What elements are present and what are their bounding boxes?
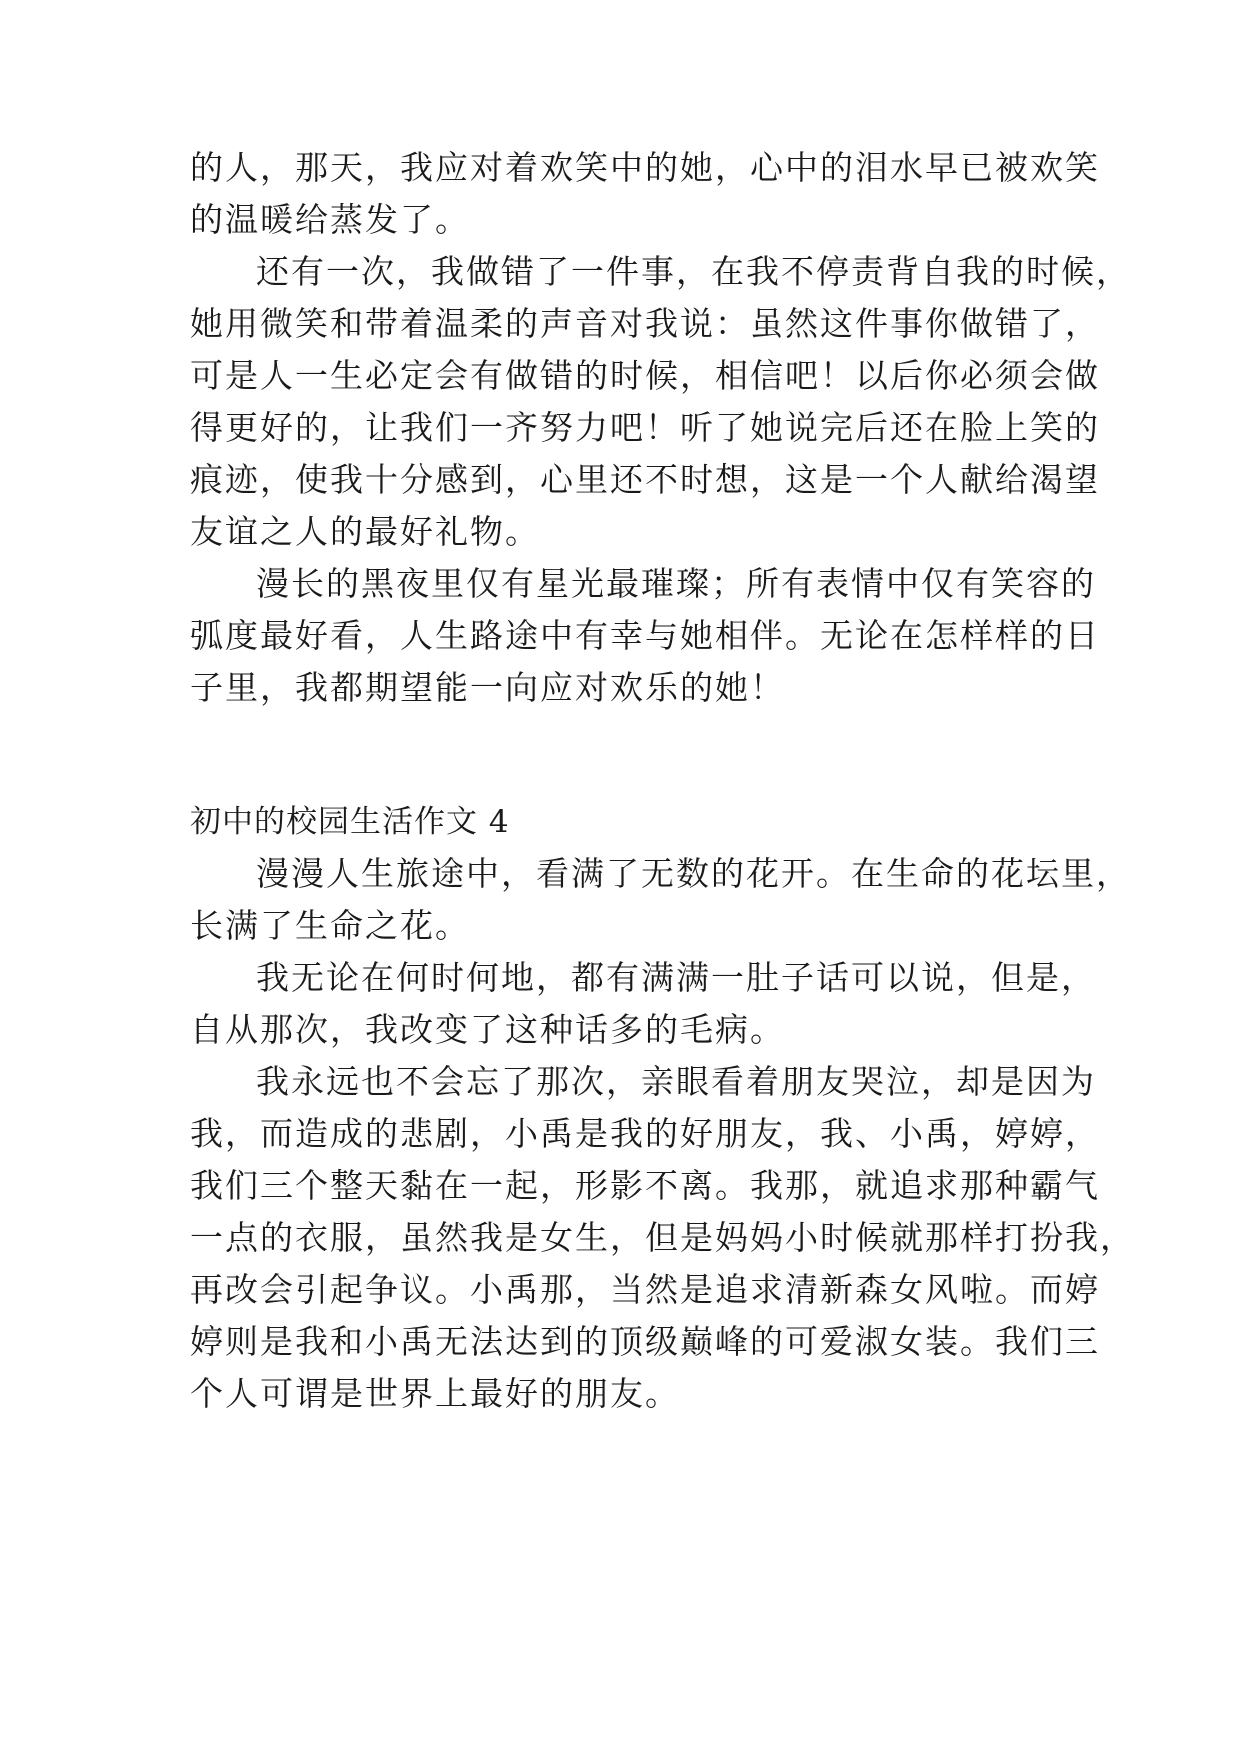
paragraph-line: 可是人一生必定会有做错的时候，相信吧！以后你必须会做 — [190, 356, 1100, 395]
paragraph-line: 她用微笑和带着温柔的声音对我说：虽然这件事你做错了， — [190, 304, 1100, 343]
paragraph-line: 漫漫人生旅途中，看满了无数的花开。在生命的花坛里， — [256, 854, 1131, 893]
paragraph-line: 我们三个整天黏在一起，形影不离。我那，就追求那种霸气 — [190, 1166, 1100, 1205]
paragraph-line: 还有一次，我做错了一件事，在我不停责背自我的时候， — [256, 252, 1131, 291]
paragraph-line: 我，而造成的悲剧，小禹是我的好朋友，我、小禹，婷婷， — [190, 1114, 1100, 1153]
paragraph-line: 漫长的黑夜里仅有星光最璀璨；所有表情中仅有笑容的 — [256, 564, 1096, 603]
paragraph-line: 得更好的，让我们一齐努力吧！听了她说完后还在脸上笑的 — [190, 408, 1100, 447]
paragraph-line: 友谊之人的最好礼物。 — [190, 512, 540, 551]
paragraph-line: 再改会引起争议。小禹那，当然是追求清新森女风啦。而婷 — [190, 1270, 1100, 1309]
paragraph-line: 的温暖给蒸发了。 — [190, 200, 470, 239]
paragraph-line: 的人，那天，我应对着欢笑中的她，心中的泪水早已被欢笑 — [190, 148, 1100, 187]
paragraph-line: 个人可谓是世界上最好的朋友。 — [190, 1374, 680, 1413]
paragraph-line: 痕迹，使我十分感到，心里还不时想，这是一个人献给渴望 — [190, 460, 1100, 499]
paragraph-line: 婷则是我和小禹无法达到的顶级巅峰的可爱淑女装。我们三 — [190, 1322, 1100, 1361]
paragraph-line: 子里，我都期望能一向应对欢乐的她！ — [190, 668, 785, 707]
paragraph-line: 自从那次，我改变了这种话多的毛病。 — [190, 1010, 785, 1049]
paragraph-line: 长满了生命之花。 — [190, 906, 470, 945]
paragraph-line: 我无论在何时何地，都有满满一肚子话可以说，但是， — [256, 958, 1096, 997]
section-title: 初中的校园生活作文 4 — [190, 804, 510, 840]
paragraph-line: 我永远也不会忘了那次，亲眼看着朋友哭泣，却是因为 — [256, 1062, 1096, 1101]
paragraph-line: 弧度最好看，人生路途中有幸与她相伴。无论在怎样样的日 — [190, 616, 1100, 655]
paragraph-line: 一点的衣服，虽然我是女生，但是妈妈小时候就那样打扮我， — [190, 1218, 1135, 1257]
